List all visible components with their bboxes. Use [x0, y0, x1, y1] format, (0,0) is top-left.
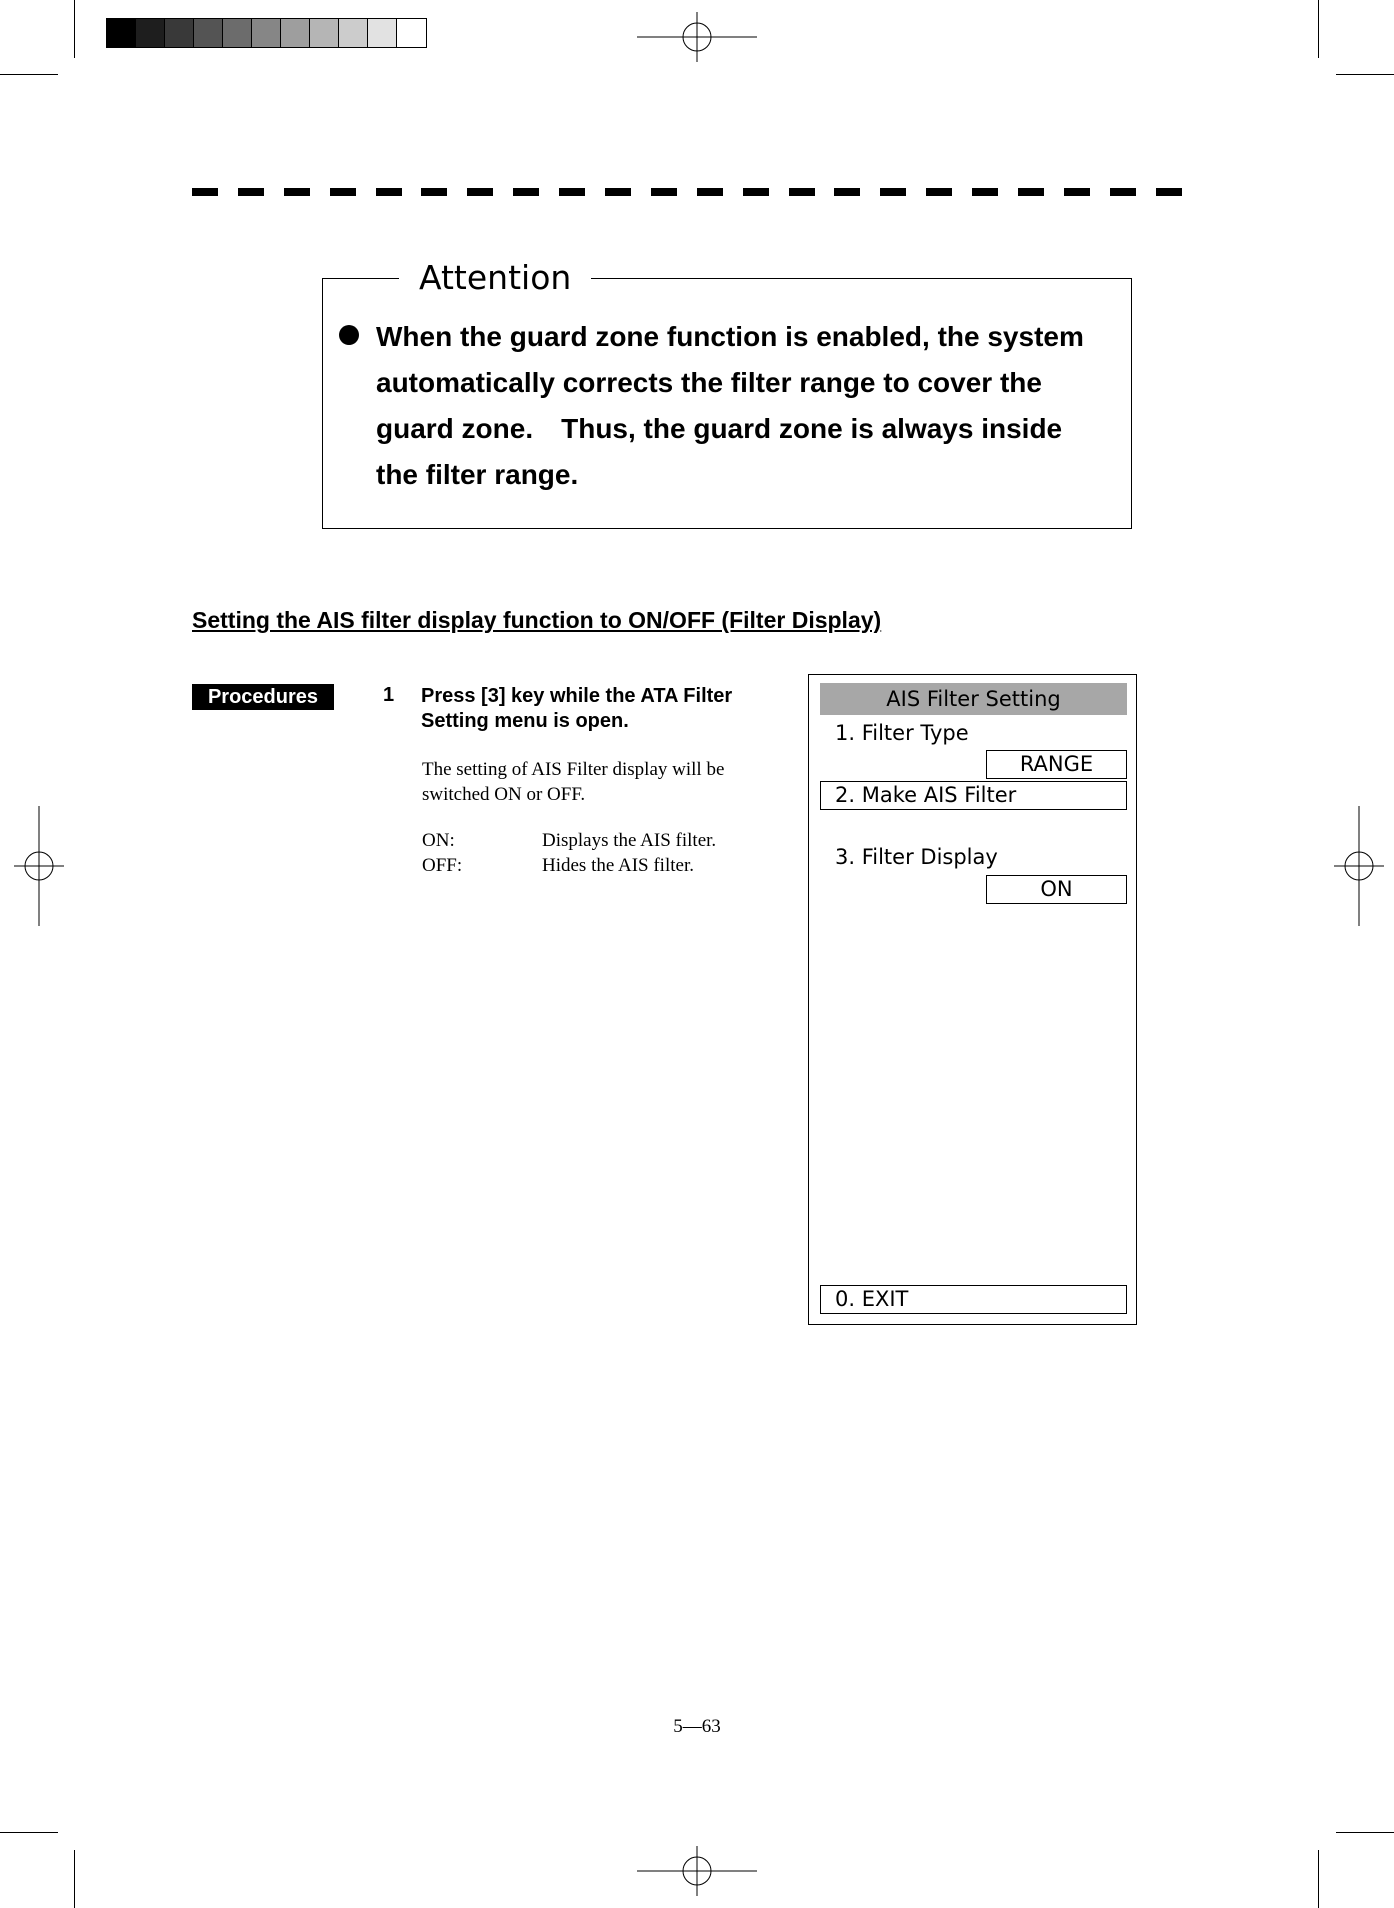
filter-display-value[interactable]: ON [986, 875, 1127, 904]
dash-segment [834, 188, 860, 196]
dash-segment [697, 188, 723, 196]
section-heading: Setting the AIS filter display function to ON/OFF (Filter Display) [192, 607, 882, 633]
filter-type-value[interactable]: RANGE [986, 750, 1127, 779]
step-description: The setting of AIS Filter display will be switched ON or OFF. [422, 759, 725, 805]
calibration-cell [368, 19, 397, 47]
dash-segment [880, 188, 906, 196]
dash-segment [1110, 188, 1136, 196]
registration-target-right [1334, 806, 1384, 926]
menu-item-exit[interactable]: 0. EXIT [820, 1285, 1127, 1314]
attention-title: Attention [399, 258, 591, 298]
option-on-key: ON: [422, 830, 455, 851]
page-number: 5—63 [673, 1716, 721, 1737]
ais-filter-setting-menu [808, 674, 1137, 1325]
dash-segment [1064, 188, 1090, 196]
step-number: 1 [383, 684, 395, 706]
procedures-badge: Procedures [192, 684, 334, 710]
dash-segment [789, 188, 815, 196]
option-off-key: OFF: [422, 855, 463, 876]
calibration-cell [310, 19, 339, 47]
dash-segment [192, 188, 218, 196]
dash-segment [972, 188, 998, 196]
menu-title: AIS Filter Setting [820, 683, 1127, 715]
dash-segment [605, 188, 631, 196]
calibration-cell [223, 19, 252, 47]
calibration-cell [281, 19, 310, 47]
dash-segment [376, 188, 402, 196]
step-instruction: Press [3] key while the ATA Filter Setting menu is open. [421, 685, 733, 732]
registration-target-left [14, 806, 64, 926]
menu-item-filter-type[interactable]: 1. Filter Type [835, 721, 969, 745]
dash-segment [421, 188, 447, 196]
grayscale-calibration-strip [106, 18, 427, 48]
calibration-cell [194, 19, 223, 47]
calibration-cell [165, 19, 194, 47]
dash-segment [926, 188, 952, 196]
registration-target-bottom [637, 1846, 757, 1896]
calibration-cell [107, 19, 136, 47]
dash-segment [651, 188, 677, 196]
dash-segment [559, 188, 585, 196]
calibration-cell [252, 19, 281, 47]
dash-segment [1156, 188, 1182, 196]
bullet-icon [339, 325, 359, 345]
dash-segment [513, 188, 539, 196]
menu-item-filter-display[interactable]: 3. Filter Display [835, 845, 998, 869]
calibration-cell [339, 19, 368, 47]
option-on-value: Displays the AIS filter. [542, 830, 717, 851]
dash-segment [467, 188, 493, 196]
dashed-divider [192, 188, 1182, 196]
dash-segment [330, 188, 356, 196]
registration-target-top [637, 12, 757, 62]
dash-segment [1018, 188, 1044, 196]
menu-item-make-ais-filter[interactable]: 2. Make AIS Filter [820, 781, 1127, 810]
dash-segment [743, 188, 769, 196]
option-off-value: Hides the AIS filter. [542, 855, 694, 876]
calibration-cell [136, 19, 165, 47]
attention-text: When the guard zone function is enabled, the system automatically corrects the filter range to cover the guard zone. Thus, the guard zone is always inside the filter range. [376, 321, 1084, 490]
calibration-cell [397, 19, 426, 47]
dash-segment [238, 188, 264, 196]
dash-segment [284, 188, 310, 196]
